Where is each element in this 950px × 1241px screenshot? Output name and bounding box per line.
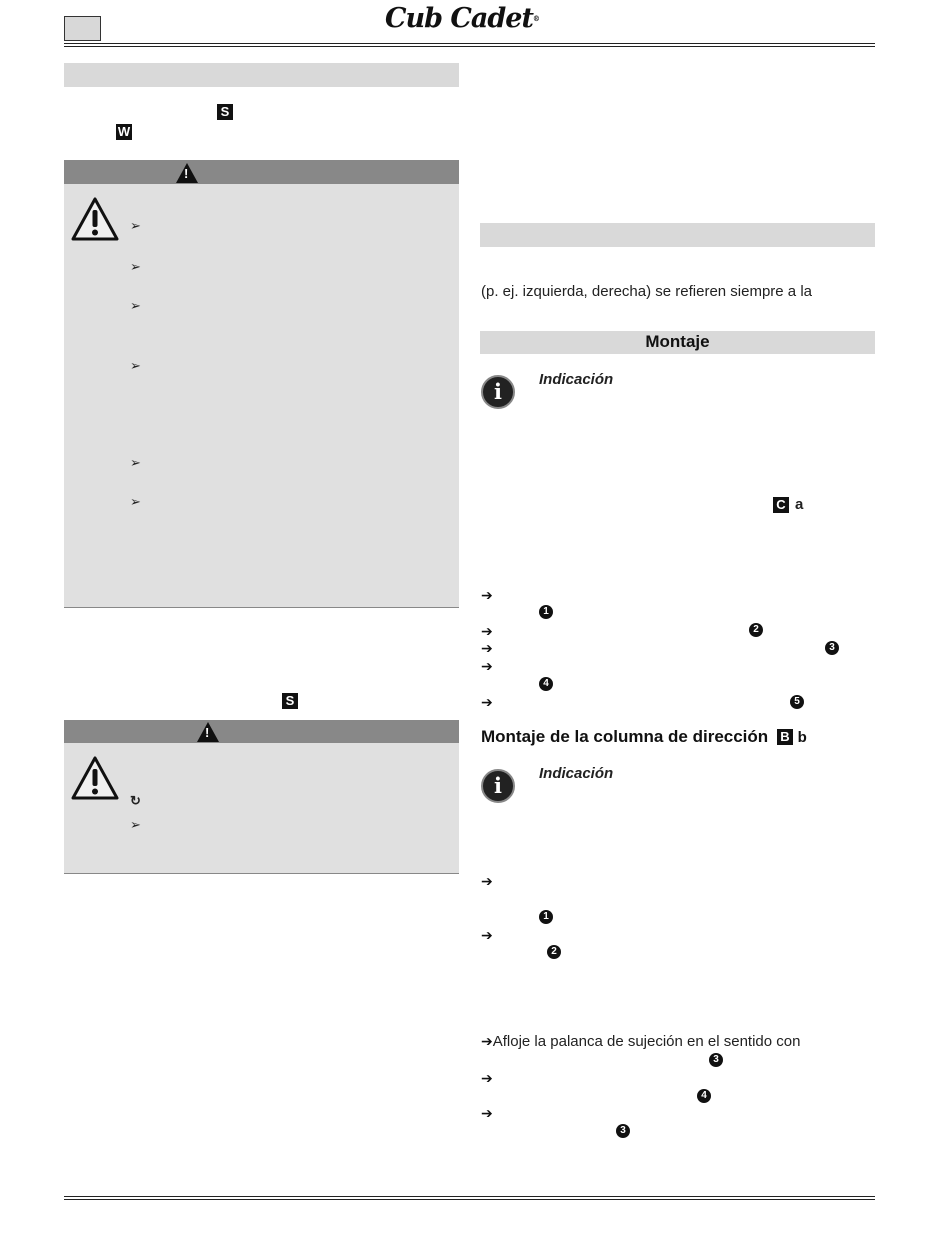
- badge-s: S: [282, 693, 298, 709]
- header-rule: [64, 46, 875, 47]
- bullet-chevron: ➢: [130, 455, 141, 470]
- callout-number: 2: [749, 623, 763, 637]
- badge-b: B: [777, 729, 793, 745]
- warning-header: [64, 720, 459, 743]
- note-label: Indicación: [539, 371, 614, 388]
- bullet-chevron: ➢: [130, 259, 141, 274]
- footer-rule: [64, 1196, 875, 1197]
- warning-box: [64, 743, 459, 874]
- reference-text: (p. ej. izquierda, derecha) se refieren siempre a la: [481, 283, 812, 300]
- step-arrow: ➔: [481, 873, 493, 889]
- callout-number: 1: [539, 910, 553, 924]
- step-arrow: ➔: [481, 1070, 493, 1086]
- steering-heading: Montaje de la columna de dirección B b: [481, 727, 807, 746]
- step-text: ➔Afloje la palanca de sujeción en el sentido con: [481, 1033, 801, 1050]
- callout-number: 4: [697, 1089, 711, 1103]
- callout-number: 2: [547, 945, 561, 959]
- bullet-chevron: ➢: [130, 358, 141, 373]
- badge-c: C: [773, 497, 789, 513]
- badge-suffix: b: [797, 729, 807, 746]
- warning-header: [64, 160, 459, 184]
- callout-number: 4: [539, 677, 553, 691]
- callout-number: 5: [790, 695, 804, 709]
- step-arrow: ➔: [481, 1105, 493, 1121]
- badge-suffix: a: [795, 496, 804, 513]
- warning-triangle-icon: [70, 755, 120, 801]
- step-arrow: ➔: [481, 623, 493, 639]
- section-bar: [64, 63, 459, 87]
- bullet-chevron: ➢: [130, 298, 141, 313]
- info-icon: i: [481, 769, 515, 803]
- footer-rule: [64, 1199, 875, 1200]
- return-arrow-icon: ↻: [130, 793, 141, 808]
- note-label: Indicación: [539, 765, 614, 782]
- step-arrow: ➔: [481, 694, 493, 710]
- step-arrow: ➔: [481, 658, 493, 674]
- page-number-box: [64, 16, 101, 41]
- bullet-chevron: ➢: [130, 494, 141, 509]
- info-icon: i: [481, 375, 515, 409]
- warning-icon: [176, 163, 198, 183]
- badge-s: S: [217, 104, 233, 120]
- callout-number: 3: [616, 1124, 630, 1138]
- header-rule: [64, 43, 875, 44]
- callout-number: 3: [825, 641, 839, 655]
- bullet-chevron: ➢: [130, 817, 141, 832]
- bullet-chevron: ➢: [130, 218, 141, 233]
- warning-box: [64, 184, 459, 608]
- section-bar: [480, 223, 875, 247]
- montaje-heading: Montaje: [480, 331, 875, 354]
- brand-logo: Cub Cadet®: [385, 3, 539, 34]
- step-arrow: ➔: [481, 927, 493, 943]
- warning-triangle-icon: [70, 196, 120, 242]
- badge-w: W: [117, 124, 131, 139]
- callout-number: 3: [709, 1053, 723, 1067]
- step-arrow: ➔: [481, 640, 493, 656]
- callout-number: 1: [539, 605, 553, 619]
- step-arrow: ➔: [481, 587, 493, 603]
- warning-icon: [197, 722, 219, 742]
